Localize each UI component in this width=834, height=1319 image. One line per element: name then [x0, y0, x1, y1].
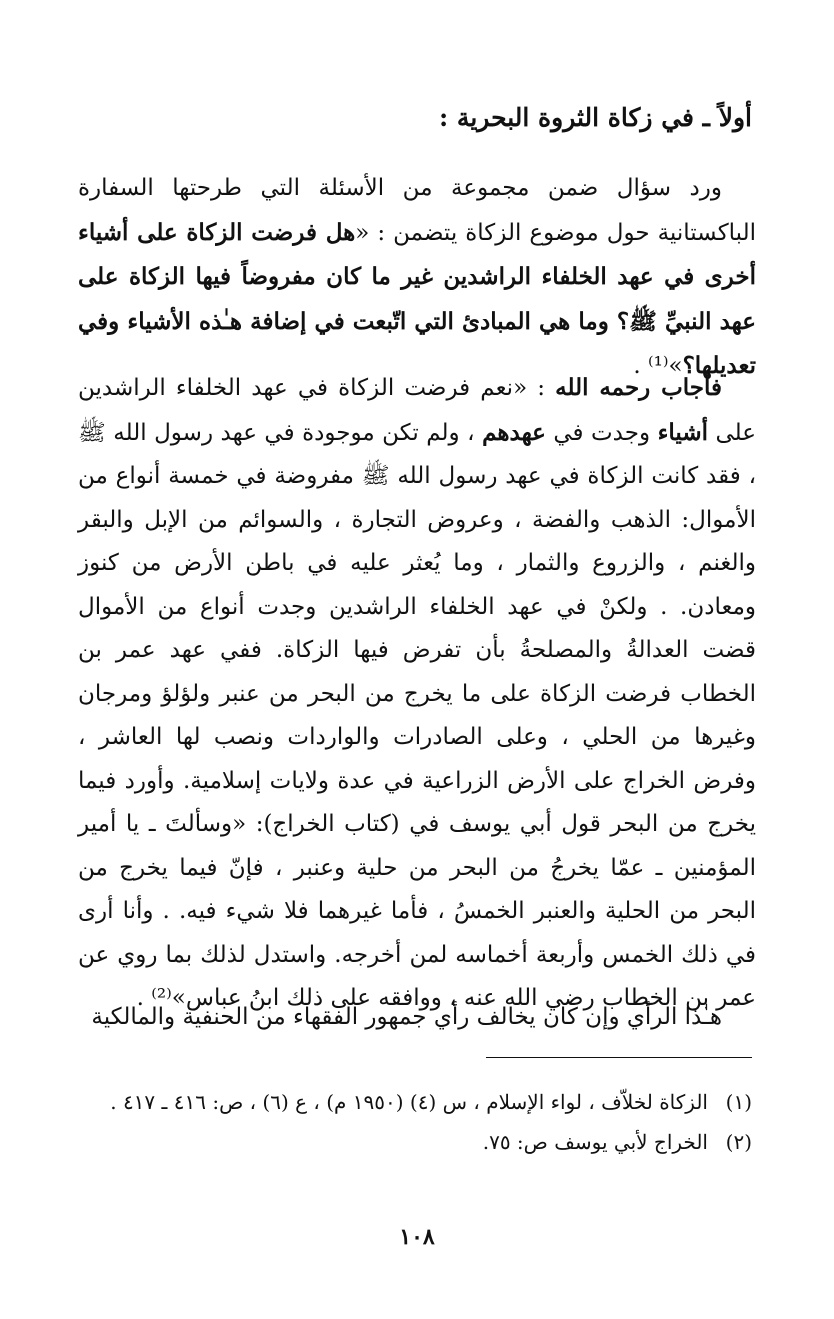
answer-text-rest: ، ولم تكن موجودة في عهد رسول الله ﷺ ، فقد كانت الزكاة في عهد رسول الله ﷺ مفروضة في خمسة أنواع من الأموال: الذهب والفضة ، وعروض التجارة ، والسوائم من الإبل والبقر والغنم ، والزروع والثمار ، وما يُعثر عليه في باطن الأرض من كنوز ومعادن. . ولكنْ في عهد الخلفاء الراشدين وجدت أنواع من الأموال قضت العدالةُ والمصلحةُ بأن تفرض فيها الزكاة. ففي عهد عمر بن الخطاب فرضت الزكاة على ما يخرج من البحر من عنبر ولؤلؤ ومرجان وغيرها من الحلي ، وعلى الصادرات والواردات ونصب لها العاشر ، وفرض الخراج على الأرض الزراعية في عدة ولايات إسلامية. وأورد فيما يخرج من البحر قول أبي يوسف في (كتاب الخراج): «وسألتَ ـ يا أمير المؤمنين ـ عمّا يخرجُ من البحر من حلية وعنبر ، فإنّ فيما يخرج من البحر من الحلية والعنبر الخمسُ ، فأما غيرهما فلا شيء فيه. . وأنا أرى في ذلك الخمس وأربعة أخماسه لمن أخرجه. واستدل لذلك بما روي عن عمر بن الخطاب رضي الله عنه ، ووافقه على ذلك ابنُ عباس»⁽²⁾ . — [78, 419, 756, 1011]
question-close: »⁽¹⁾ . — [633, 353, 683, 379]
footnote-divider — [486, 1057, 752, 1058]
answer-text-b: وجدت في — [545, 419, 658, 446]
answer-text-a: : «نعم فرضت الزكاة في عهد الخلفاء الراشدين على — [78, 375, 757, 446]
paragraph-question — [78, 167, 756, 389]
question-text: هل فرضت الزكاة على أشياء أخرى في عهد الخلفاء الراشدين غير ما كان مفروضاً فيها الزكاة على عهد النبيِّ ﷺ؟ وما هي المبادئ التي اتّبعت في إضافة هـٰذه الأشياء وفي تعديلها؟ — [78, 218, 756, 379]
page-number: ١٠٨ — [399, 1224, 435, 1250]
continuation-text: هـٰذا الرأي وإن كان يخالف رأي جمهور الفقهاء من الحنفية والمالكية — [91, 1004, 722, 1030]
answer-lead: فأجاب رحمه الله — [555, 374, 722, 401]
paragraph-continuation — [78, 996, 756, 1040]
footnote-number: (٢) — [725, 1130, 752, 1154]
footnote-item — [80, 1125, 752, 1159]
footnotes — [80, 1085, 752, 1159]
footnote-item — [80, 1085, 752, 1119]
section-heading: أولاً ـ في زكاة الثروة البحرية : — [438, 103, 752, 132]
answer-bold-b: عهدهم — [482, 418, 546, 446]
footnote-text: الزكاة لخلاّف ، لواء الإسلام ، س (٤) (١٩٥٠ م) ، ع (٦) ، ص: ٤١٦ ـ ٤١٧ . — [110, 1090, 708, 1114]
footnote-number: (١) — [725, 1090, 752, 1114]
paragraph-answer — [78, 366, 756, 1021]
question-intro: ورد سؤال ضمن مجموعة من الأسئلة التي طرحتها السفارة الباكستانية حول موضوع الزكاة يتضمن : « — [78, 175, 756, 246]
answer-bold-a: أشياء — [657, 418, 709, 446]
footnote-text: الخراج لأبي يوسف ص: ٧٥. — [482, 1130, 708, 1154]
